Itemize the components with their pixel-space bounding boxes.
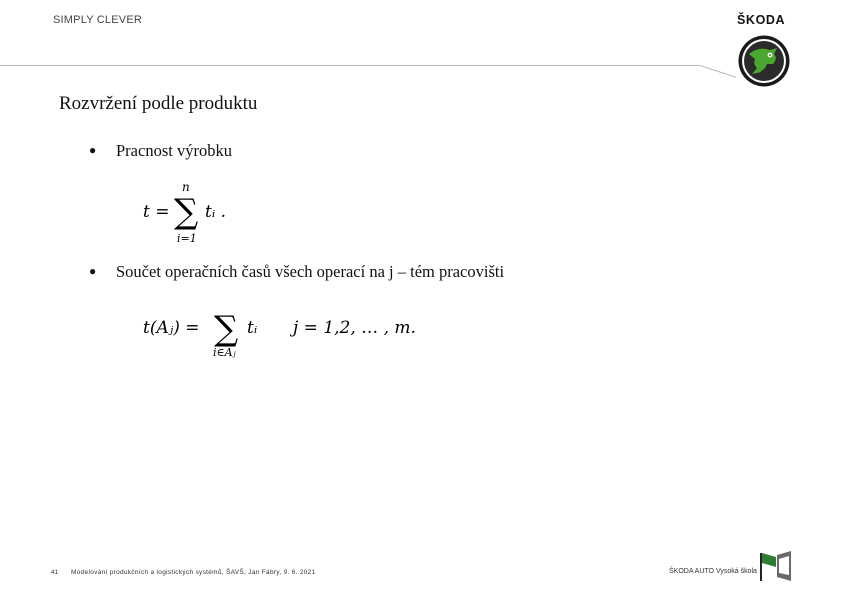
- skoda-logo-icon: [737, 34, 791, 88]
- brand-wordmark: ŠKODA: [737, 13, 786, 27]
- formula-workstation-time: [143, 306, 423, 372]
- formula2-lhs: t(Aⱼ) =: [143, 318, 200, 338]
- formula2-range: j = 1,2, … , m.: [293, 318, 416, 338]
- bullet-text-1: Pracnost výrobku: [116, 141, 232, 160]
- formula1-sum-upper: n: [182, 180, 190, 194]
- slide-title: Rozvržení podle produktu: [59, 93, 258, 114]
- header-rule-diagonal: [700, 65, 736, 78]
- sum-symbol-icon: ∑: [174, 192, 199, 232]
- formula2-sum-lower: i∈Aⱼ: [213, 346, 236, 359]
- footer-text: Modelování produkčních a logistických systémů, ŠAVŠ, Jan Fábry, 9. 6. 2021: [71, 569, 316, 576]
- tagline: SIMPLY CLEVER: [53, 14, 143, 26]
- header-rule: [0, 65, 700, 66]
- school-flag-icon: [757, 551, 793, 583]
- bullet-dot-icon: ●: [89, 143, 97, 157]
- formula1-term: tᵢ .: [205, 202, 227, 222]
- footer-brand: ŠKODA AUTO Vysoká škola: [669, 568, 757, 575]
- formula1-sum-lower: i=1: [177, 232, 197, 245]
- formula1-lhs: t =: [143, 202, 170, 222]
- formula2-term: tᵢ: [247, 318, 258, 338]
- page-number: 41: [51, 569, 59, 576]
- bullet-dot-icon: ●: [89, 264, 97, 278]
- sum-symbol-icon: ∑: [214, 309, 239, 349]
- formula-sum-total: [143, 178, 253, 248]
- bullet-text-2: Součet operačních časů všech operací na j – tém pracovišti: [116, 262, 505, 281]
